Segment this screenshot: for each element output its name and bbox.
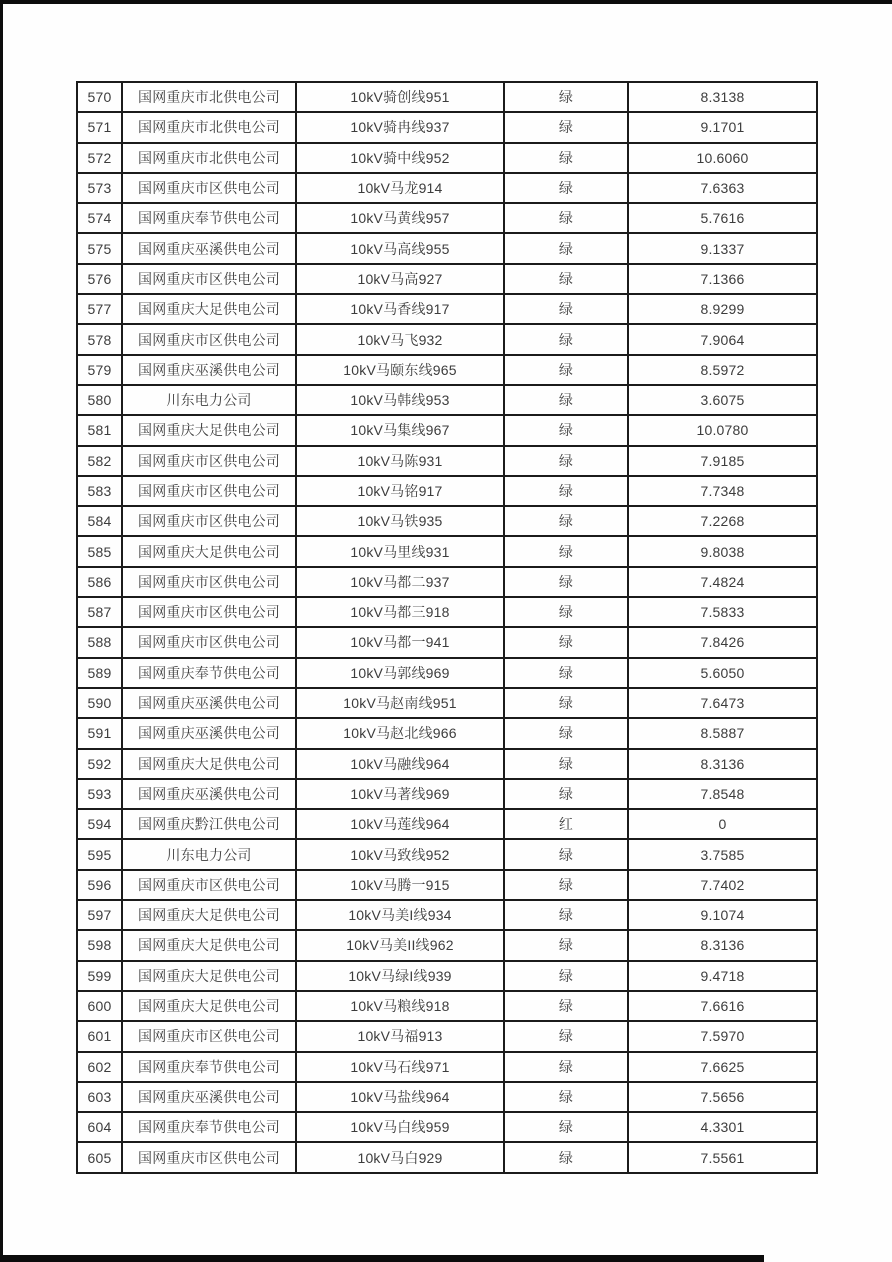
table-row	[77, 415, 817, 445]
cell-company: 国网重庆大足供电公司	[122, 749, 296, 779]
cell-line: 10kV骑中线952	[296, 143, 504, 173]
table-row	[77, 536, 817, 566]
cell-index: 580	[77, 385, 122, 415]
cell-color: 绿	[504, 749, 628, 779]
cell-index: 575	[77, 233, 122, 263]
cell-company: 国网重庆市区供电公司	[122, 597, 296, 627]
cell-value: 5.6050	[628, 658, 817, 688]
cell-value: 8.3136	[628, 930, 817, 960]
cell-color: 绿	[504, 143, 628, 173]
cell-color: 绿	[504, 961, 628, 991]
cell-color: 绿	[504, 476, 628, 506]
cell-company: 国网重庆巫溪供电公司	[122, 718, 296, 748]
cell-company: 国网重庆大足供电公司	[122, 536, 296, 566]
cell-value: 8.5887	[628, 718, 817, 748]
cell-company: 川东电力公司	[122, 385, 296, 415]
cell-index: 576	[77, 264, 122, 294]
table-row	[77, 688, 817, 718]
cell-index: 602	[77, 1052, 122, 1082]
cell-index: 579	[77, 355, 122, 385]
cell-index: 589	[77, 658, 122, 688]
cell-color: 绿	[504, 82, 628, 112]
table-row	[77, 1021, 817, 1051]
cell-color: 绿	[504, 627, 628, 657]
table-row	[77, 446, 817, 476]
cell-company: 国网重庆市区供电公司	[122, 1142, 296, 1172]
cell-company: 国网重庆奉节供电公司	[122, 203, 296, 233]
cell-line: 10kV马福913	[296, 1021, 504, 1051]
cell-value: 8.3138	[628, 82, 817, 112]
cell-company: 川东电力公司	[122, 839, 296, 869]
cell-color: 绿	[504, 779, 628, 809]
scan-edge-bottom	[0, 1255, 764, 1262]
cell-company: 国网重庆市区供电公司	[122, 567, 296, 597]
table-row	[77, 385, 817, 415]
cell-line: 10kV马美I线934	[296, 900, 504, 930]
table-row	[77, 203, 817, 233]
cell-line: 10kV马飞932	[296, 324, 504, 354]
cell-company: 国网重庆市区供电公司	[122, 870, 296, 900]
cell-line: 10kV马都一941	[296, 627, 504, 657]
table-row	[77, 233, 817, 263]
cell-index: 599	[77, 961, 122, 991]
cell-line: 10kV骑创线951	[296, 82, 504, 112]
table-row	[77, 839, 817, 869]
cell-line: 10kV马绿I线939	[296, 961, 504, 991]
cell-index: 578	[77, 324, 122, 354]
power-line-table	[76, 81, 818, 1174]
cell-color: 绿	[504, 355, 628, 385]
table-row	[77, 143, 817, 173]
cell-color: 绿	[504, 324, 628, 354]
table-row	[77, 1052, 817, 1082]
cell-color: 绿	[504, 415, 628, 445]
cell-index: 585	[77, 536, 122, 566]
cell-index: 590	[77, 688, 122, 718]
cell-index: 577	[77, 294, 122, 324]
cell-color: 绿	[504, 506, 628, 536]
cell-line: 10kV马高927	[296, 264, 504, 294]
table-row	[77, 355, 817, 385]
table-row	[77, 1112, 817, 1142]
cell-color: 绿	[504, 203, 628, 233]
cell-line: 10kV马高线955	[296, 233, 504, 263]
cell-line: 10kV马陈931	[296, 446, 504, 476]
cell-color: 绿	[504, 446, 628, 476]
cell-line: 10kV马融线964	[296, 749, 504, 779]
table-row	[77, 658, 817, 688]
cell-company: 国网重庆大足供电公司	[122, 961, 296, 991]
cell-company: 国网重庆市区供电公司	[122, 324, 296, 354]
cell-line: 10kV马铭917	[296, 476, 504, 506]
cell-company: 国网重庆巫溪供电公司	[122, 779, 296, 809]
cell-color: 绿	[504, 567, 628, 597]
cell-index: 605	[77, 1142, 122, 1172]
table-row	[77, 870, 817, 900]
cell-color: 绿	[504, 112, 628, 142]
table-row	[77, 506, 817, 536]
cell-value: 7.6363	[628, 173, 817, 203]
cell-color: 绿	[504, 173, 628, 203]
cell-value: 7.1366	[628, 264, 817, 294]
cell-value: 7.4824	[628, 567, 817, 597]
cell-color: 绿	[504, 1112, 628, 1142]
cell-line: 10kV马白线959	[296, 1112, 504, 1142]
cell-color: 绿	[504, 1142, 628, 1172]
cell-value: 7.7402	[628, 870, 817, 900]
cell-value: 3.7585	[628, 839, 817, 869]
cell-color: 绿	[504, 597, 628, 627]
table-row	[77, 779, 817, 809]
cell-color: 绿	[504, 991, 628, 1021]
cell-color: 绿	[504, 385, 628, 415]
table-row	[77, 961, 817, 991]
cell-index: 574	[77, 203, 122, 233]
cell-value: 8.3136	[628, 749, 817, 779]
cell-line: 10kV马香线917	[296, 294, 504, 324]
cell-value: 7.2268	[628, 506, 817, 536]
cell-line: 10kV马韩线953	[296, 385, 504, 415]
cell-company: 国网重庆奉节供电公司	[122, 658, 296, 688]
cell-line: 10kV马都二937	[296, 567, 504, 597]
cell-line: 10kV骑冉线937	[296, 112, 504, 142]
cell-index: 600	[77, 991, 122, 1021]
cell-value: 9.8038	[628, 536, 817, 566]
cell-line: 10kV马集线967	[296, 415, 504, 445]
cell-value: 9.4718	[628, 961, 817, 991]
cell-value: 8.5972	[628, 355, 817, 385]
table-row	[77, 294, 817, 324]
cell-company: 国网重庆市区供电公司	[122, 173, 296, 203]
cell-index: 583	[77, 476, 122, 506]
table-row	[77, 82, 817, 112]
cell-color: 绿	[504, 718, 628, 748]
cell-color: 绿	[504, 839, 628, 869]
cell-color: 红	[504, 809, 628, 839]
cell-line: 10kV马赵北线966	[296, 718, 504, 748]
table-row	[77, 597, 817, 627]
cell-index: 601	[77, 1021, 122, 1051]
table-row	[77, 112, 817, 142]
cell-index: 570	[77, 82, 122, 112]
cell-line: 10kV马致线952	[296, 839, 504, 869]
cell-value: 7.5833	[628, 597, 817, 627]
table-row	[77, 1142, 817, 1172]
cell-line: 10kV马龙914	[296, 173, 504, 203]
cell-value: 7.8548	[628, 779, 817, 809]
table-row	[77, 264, 817, 294]
cell-index: 586	[77, 567, 122, 597]
cell-company: 国网重庆市区供电公司	[122, 476, 296, 506]
table-row	[77, 173, 817, 203]
cell-line: 10kV马都三918	[296, 597, 504, 627]
cell-color: 绿	[504, 930, 628, 960]
cell-index: 573	[77, 173, 122, 203]
cell-line: 10kV马腾一915	[296, 870, 504, 900]
cell-line: 10kV马著线969	[296, 779, 504, 809]
cell-company: 国网重庆大足供电公司	[122, 294, 296, 324]
cell-line: 10kV马粮线918	[296, 991, 504, 1021]
cell-company: 国网重庆大足供电公司	[122, 900, 296, 930]
cell-line: 10kV马黄线957	[296, 203, 504, 233]
cell-index: 588	[77, 627, 122, 657]
cell-company: 国网重庆市区供电公司	[122, 627, 296, 657]
cell-color: 绿	[504, 658, 628, 688]
cell-value: 9.1074	[628, 900, 817, 930]
cell-value: 10.6060	[628, 143, 817, 173]
cell-company: 国网重庆巫溪供电公司	[122, 1082, 296, 1112]
cell-company: 国网重庆市区供电公司	[122, 446, 296, 476]
cell-company: 国网重庆市区供电公司	[122, 1021, 296, 1051]
cell-color: 绿	[504, 294, 628, 324]
cell-index: 595	[77, 839, 122, 869]
cell-company: 国网重庆大足供电公司	[122, 930, 296, 960]
cell-value: 10.0780	[628, 415, 817, 445]
table-row	[77, 567, 817, 597]
cell-line: 10kV马铁935	[296, 506, 504, 536]
cell-company: 国网重庆巫溪供电公司	[122, 688, 296, 718]
cell-index: 581	[77, 415, 122, 445]
table-row	[77, 627, 817, 657]
cell-color: 绿	[504, 233, 628, 263]
table-row	[77, 991, 817, 1021]
cell-index: 591	[77, 718, 122, 748]
cell-line: 10kV马里线931	[296, 536, 504, 566]
cell-color: 绿	[504, 1082, 628, 1112]
cell-value: 7.7348	[628, 476, 817, 506]
cell-line: 10kV马莲线964	[296, 809, 504, 839]
table-row	[77, 809, 817, 839]
table-row	[77, 324, 817, 354]
cell-line: 10kV马美II线962	[296, 930, 504, 960]
cell-company: 国网重庆市北供电公司	[122, 143, 296, 173]
cell-color: 绿	[504, 870, 628, 900]
cell-company: 国网重庆奉节供电公司	[122, 1052, 296, 1082]
cell-value: 7.5970	[628, 1021, 817, 1051]
cell-index: 596	[77, 870, 122, 900]
cell-index: 604	[77, 1112, 122, 1142]
cell-value: 8.9299	[628, 294, 817, 324]
cell-index: 584	[77, 506, 122, 536]
cell-index: 571	[77, 112, 122, 142]
cell-value: 7.9064	[628, 324, 817, 354]
cell-color: 绿	[504, 688, 628, 718]
cell-color: 绿	[504, 1021, 628, 1051]
cell-value: 7.5656	[628, 1082, 817, 1112]
cell-index: 582	[77, 446, 122, 476]
cell-company: 国网重庆巫溪供电公司	[122, 233, 296, 263]
cell-index: 592	[77, 749, 122, 779]
cell-company: 国网重庆市区供电公司	[122, 264, 296, 294]
cell-line: 10kV马石线971	[296, 1052, 504, 1082]
cell-value: 7.6625	[628, 1052, 817, 1082]
cell-value: 7.5561	[628, 1142, 817, 1172]
cell-index: 587	[77, 597, 122, 627]
cell-value: 3.6075	[628, 385, 817, 415]
cell-company: 国网重庆大足供电公司	[122, 991, 296, 1021]
table-row	[77, 1082, 817, 1112]
cell-company: 国网重庆奉节供电公司	[122, 1112, 296, 1142]
cell-company: 国网重庆市北供电公司	[122, 112, 296, 142]
cell-value: 5.7616	[628, 203, 817, 233]
cell-line: 10kV马白929	[296, 1142, 504, 1172]
cell-company: 国网重庆巫溪供电公司	[122, 355, 296, 385]
cell-line: 10kV马赵南线951	[296, 688, 504, 718]
cell-index: 593	[77, 779, 122, 809]
cell-index: 597	[77, 900, 122, 930]
cell-company: 国网重庆市区供电公司	[122, 506, 296, 536]
cell-line: 10kV马盐线964	[296, 1082, 504, 1112]
cell-company: 国网重庆黔江供电公司	[122, 809, 296, 839]
table-row	[77, 476, 817, 506]
cell-line: 10kV马郭线969	[296, 658, 504, 688]
table-body	[77, 82, 817, 1173]
table-row	[77, 930, 817, 960]
cell-value: 9.1701	[628, 112, 817, 142]
table-row	[77, 900, 817, 930]
cell-color: 绿	[504, 1052, 628, 1082]
cell-color: 绿	[504, 900, 628, 930]
cell-index: 603	[77, 1082, 122, 1112]
cell-color: 绿	[504, 536, 628, 566]
cell-value: 7.9185	[628, 446, 817, 476]
scan-edge-top	[0, 0, 892, 4]
cell-value: 7.6473	[628, 688, 817, 718]
cell-index: 572	[77, 143, 122, 173]
cell-line: 10kV马颐东线965	[296, 355, 504, 385]
cell-value: 4.3301	[628, 1112, 817, 1142]
cell-index: 594	[77, 809, 122, 839]
cell-index: 598	[77, 930, 122, 960]
cell-company: 国网重庆大足供电公司	[122, 415, 296, 445]
table-row	[77, 718, 817, 748]
cell-value: 9.1337	[628, 233, 817, 263]
cell-value: 7.6616	[628, 991, 817, 1021]
cell-color: 绿	[504, 264, 628, 294]
cell-value: 0	[628, 809, 817, 839]
cell-company: 国网重庆市北供电公司	[122, 82, 296, 112]
table-row	[77, 749, 817, 779]
cell-value: 7.8426	[628, 627, 817, 657]
scan-edge-left	[0, 0, 3, 1262]
